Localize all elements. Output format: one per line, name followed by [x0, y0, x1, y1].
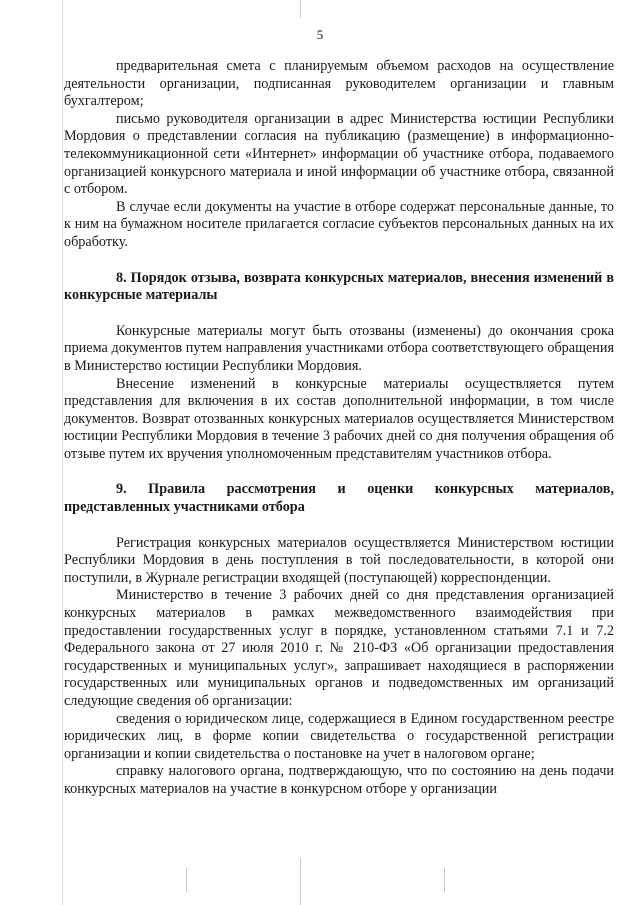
paragraph: сведения о юридическом лице, содержащиеся в Едином государственном реестре юридических лиц, в форме копии свидетельства о государственной регистрации организации и копии свидетельства о постановке на учет в налоговом органе; — [64, 710, 614, 762]
paragraph: письмо руководителя организации в адрес Министерства юстиции Республики Мордовия о представлении согласия на публикацию (размещение) в информационно-телекоммуникационной сети «Интернет» информации об участнике отбора, подаваемого организацией конкурсного материала и иной информации об участнике отбора, связанной с отбором. — [64, 110, 614, 198]
page-number: 5 — [316, 27, 324, 42]
section-spacer — [64, 252, 614, 270]
paragraph: Внесение изменений в конкурсные материалы осуществляется путем представления для включения в их состав дополнительной информации, в том числе документов. Возврат отозванных конкурсных материалов осуществляется Министерством юстиции Республики Мордовия в течение 3 рабочих дней со дня получения обращения об отзыве путем их вручения уполномоченным представителям участников отбора. — [64, 375, 614, 462]
paragraph: Министерство в течение 3 рабочих дней со дня представления организацией конкурсных материалов в рамках межведомственного взаимодействия при предоставлении государственных услуг в порядке, установленном статьями 7.1 и 7.2 Федерального закона от 27 июля 2010 г. № 210-ФЗ «Об организации предоставления государственных и муниципальных услуг», запрашивает находящиеся в распоряжении государственных или муниципальных органов и подведомственных им организаций следующие сведения об организации: — [64, 587, 614, 709]
scan-artifact-line — [186, 868, 187, 892]
section-heading: 8. Порядок отзыва, возврата конкурсных материалов, внесения изменений в конкурсные материалы — [64, 269, 614, 304]
paragraph: справку налогового органа, подтверждающую, что по состоянию на день подачи конкурсных материалов на участие в конкурсном отборе у организации — [64, 763, 614, 797]
paragraph: предварительная смета с планируемым объемом расходов на осуществление деятельности организации, подписанная руководителем организации и главным бухгалтером; — [64, 58, 614, 110]
section-spacer — [64, 305, 614, 323]
scan-artifact-line — [300, 0, 301, 18]
paragraph: В случае если документы на участие в отборе содержат персональные данные, то к ним на бумажном носителе прилагается согласие субъектов персональных данных на их обработку. — [64, 198, 614, 250]
section-heading: 9. Правила рассмотрения и оценки конкурсных материалов, представленных участниками отбора — [64, 481, 614, 516]
scan-artifact-line — [444, 868, 445, 892]
paragraph: Регистрация конкурсных материалов осуществляется Министерством юстиции Республики Мордовия в день поступления в той последовательности, в которой они поступили, в Журнале регистрации входящей (поступающей) корреспонденции. — [64, 534, 614, 586]
section-spacer — [64, 463, 614, 481]
document-body — [64, 58, 614, 799]
scan-artifact-line — [300, 858, 301, 905]
paragraph: Конкурсные материалы могут быть отозваны (изменены) до окончания срока приема документов путем направления участниками отбора соответствующего обращения в Министерство юстиции Республики Мордовия. — [64, 322, 614, 374]
scan-artifact-line — [62, 0, 63, 905]
section-spacer — [64, 517, 614, 535]
